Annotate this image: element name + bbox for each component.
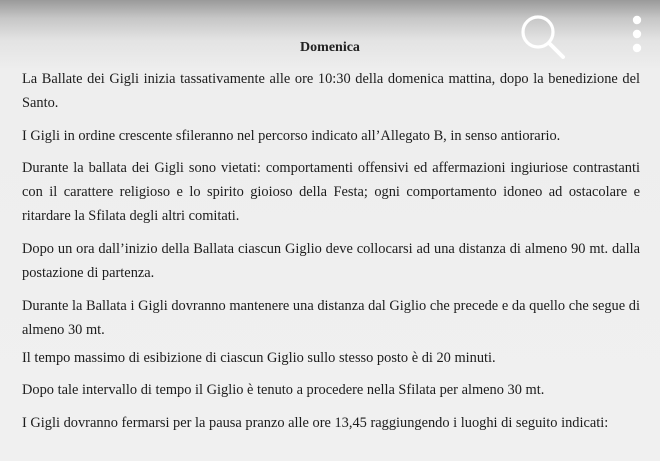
more-options-button[interactable] [626, 14, 648, 62]
paragraph-5: Durante la Ballata i Gigli dovranno mantenere una distanza dal Giglio che precede e da quello che segue di almeno 30 mt. [22, 298, 640, 338]
paragraph-1: La Ballate dei Gigli inizia tassativamente alle ore 10:30 della domenica mattina, dopo la benedizione del Santo. [22, 71, 640, 111]
paragraph-7: Dopo tale intervallo di tempo il Giglio è tenuto a procedere nella Sfilata per almeno 30 mt. [22, 382, 545, 398]
search-button[interactable] [518, 13, 570, 61]
search-icon [518, 13, 570, 61]
paragraph-6: Il tempo massimo di esibizione di ciascun Giglio sullo stesso posto è di 20 minuti. [22, 350, 496, 366]
more-vertical-icon [626, 14, 648, 62]
paragraph-8: I Gigli dovranno fermarsi per la pausa pranzo alle ore 13,45 raggiungendo i luoghi di seguito indicati: [22, 415, 609, 431]
paragraph-3: Durante la ballata dei Gigli sono vietati: comportamenti offensivi ed affermazioni ingiuriose contrastanti con il carattere religioso e lo spirito gioioso della Festa; ogni comportamento idoneo ad ostacolare e ritardare la Sfilata degli altri comitati. [22, 160, 640, 224]
paragraph-2: I Gigli in ordine crescente sfileranno nel percorso indicato all’Allegato B, in senso antiorario. [22, 128, 561, 144]
page-title: Domenica [300, 40, 360, 55]
paragraph-4: Dopo un ora dall’inizio della Ballata ciascun Giglio deve collocarsi ad una distanza di almeno 90 mt. dalla postazione di partenza. [22, 241, 640, 281]
